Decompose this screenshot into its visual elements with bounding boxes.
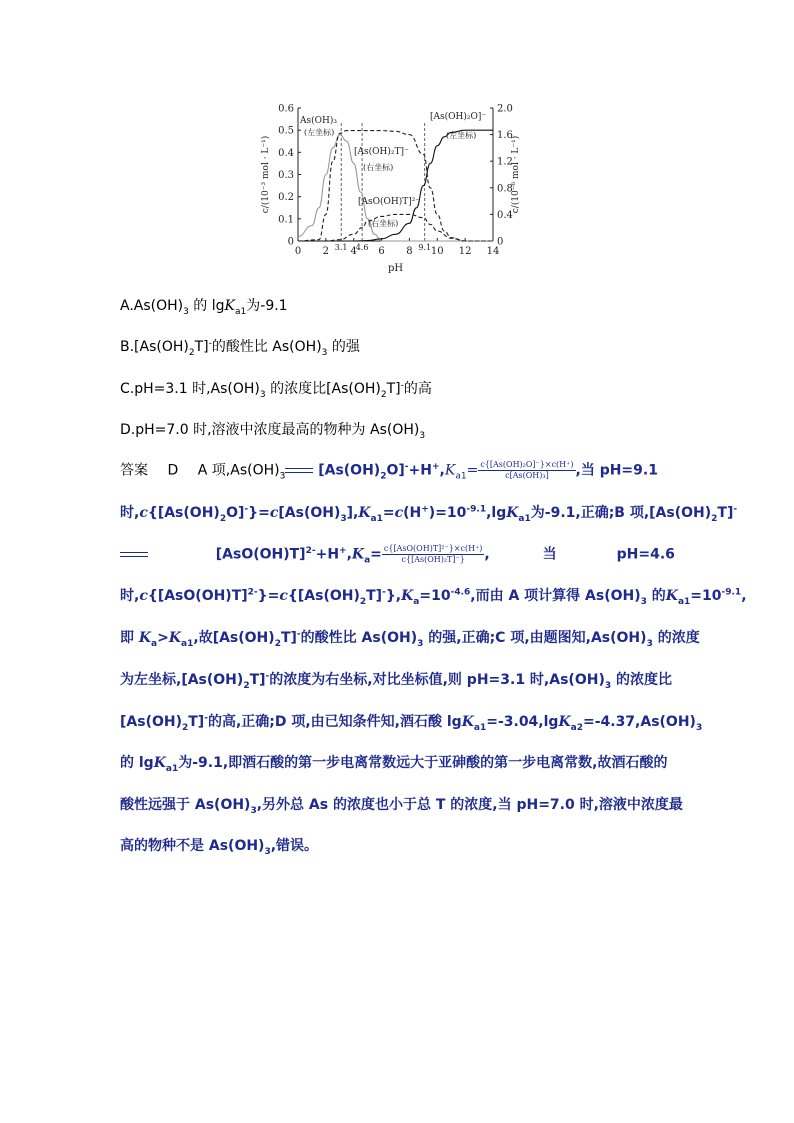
ka1-fraction: $\frac{\text{c\{[As(OH)₂O]⁻\}×c(H⁺)}}{\text{c[As(OH)₃]}}$ (480, 460, 574, 480)
x-tick-label: 12 (458, 246, 472, 257)
equilibrium-arrow-icon (120, 551, 148, 559)
answer-line-8: 的 lgK$_{a1}$为-9.1,即酒石酸的第一步电离常数远大于亚砷酸的第一步电离常数,故酒石酸的 (120, 755, 668, 774)
y-right-tick-label: 0.4 (497, 209, 513, 221)
answer-label: 答案 (120, 462, 148, 479)
label-asoh2t: [As(OH)₂T]⁻ (354, 147, 409, 157)
answer-choice: D (167, 462, 179, 479)
y-right-tick-label: 1.6 (497, 130, 513, 142)
answer-line-1: 答案 D A 项$,As(OH)_3$ $[As(OH)_2O]^-+H^+,K_{a1}=$ $\frac{\text{c\{[As(OH)₂O]⁻\}×c(H⁺)}}{\text{c[As(OH)₃]}}$ ,当 pH=9.1 (120, 460, 658, 482)
answer-line-4: 时$,c\{[AsO(OH)T]^{2-}\}=c\{[As(OH)_2T]^-\},K_a=10^{-4.6}$,而由 A 项计算得 $As(OH)_3$ 的$K_{a1}=10^{-9.1}$, (120, 587, 747, 607)
answer-line-10: 高的物种不是 $As(OH)_3$,错误。 (120, 838, 319, 857)
x-tick-label: 14 (486, 246, 500, 257)
y-left-tick-label: 0.6 (278, 103, 294, 115)
x-mark-label: 3.1 (334, 243, 348, 252)
label-asoh3-axis: (左坐标) (304, 128, 335, 137)
x-tick-label: 8 (406, 246, 413, 257)
ka-fraction: $\frac{\text{c\{[AsO(OH)T]²⁻\}×c(H⁺)}}{\text{c\{[As(OH)₂T]⁻\}}}$ (383, 544, 483, 564)
y-axis-left-label: c/(10⁻³ mol · L⁻¹) (261, 135, 271, 214)
y-left-tick-label: 0.4 (278, 147, 294, 159)
y-right-tick-label: 2.0 (497, 103, 513, 115)
option-d: D.pH=7.0 时,溶液中浓度最高的物种为 $As(OH)_3$ (120, 422, 426, 441)
y-right-tick-label: 1.2 (497, 156, 513, 168)
answer-line-3: $[AsO(OH)T]^{2-}+H^+,K_a=$ $\frac{\text{c\{[AsO(OH)T]²⁻\}×c(H⁺)}}{\text{c\{[As(OH)₂T]⁻\}}}$ , 当 pH=4.6 (120, 544, 675, 565)
x-tick-label: 10 (430, 246, 444, 257)
x-tick-label: 0 (294, 246, 302, 257)
answer-line-7: $[As(OH)_2T]^-$的高,正确;D 项,由已知条件知,酒石酸 $\lg K_{a1}=-3.04,\lg K_{a2}=-4.37,As(OH)_3$ (120, 713, 703, 733)
label-asooht-axis: (右坐标) (368, 219, 399, 228)
x-tick-label: 2 (322, 246, 330, 257)
x-axis-label: pH (387, 263, 404, 274)
x-tick-label: 6 (378, 246, 385, 257)
y-left-tick-label: 0 (287, 236, 294, 248)
species-distribution-chart (258, 98, 522, 280)
chart-axes (260, 104, 521, 275)
y-axis-right-label: c/(10⁻⁶ mol · L⁻¹) (511, 135, 521, 214)
y-left-tick-label: 0.3 (278, 170, 294, 181)
y-left-tick-label: 0.2 (278, 192, 294, 204)
y-left-tick-label: 0.5 (278, 125, 294, 137)
answer-line-5: 即 $K_a>K_{a1}$,故$[As(OH)_2T]^-$的酸性比 $As(OH)_3$ 的强,正确;C 项,由题图知$,As(OH)_3$ 的浓度 (120, 629, 700, 649)
label-asoh3: As(OH)₃ (300, 116, 337, 126)
option-b: $B.[As(OH)_2T]^-$的酸性比 $As(OH)_3$ 的强 (120, 338, 360, 358)
y-right-tick-label: 0.8 (497, 183, 513, 195)
label-asooht: [AsO(OH)T]²⁻ (358, 197, 421, 207)
equilibrium-arrow-icon (285, 467, 313, 475)
answer-line-2: 时$,c\{[As(OH)_2O]^-\}=c[As(OH)_3],K_{a1}=c(H^+)=10^{-9.1},\lg K_{a1}$为-9.1,正确;B 项$,[As(OH)_2T]^-$ (120, 504, 738, 524)
y-right-tick-label: 0 (497, 236, 504, 248)
answer-line-9: 酸性远强于 $As(OH)_3$,另外总 As 的浓度也小于总 T 的浓度,当 pH=7.0 时,溶液中浓度最 (120, 797, 683, 816)
answer-line-6: 为左坐标$,[As(OH)_2T]^-$的浓度为右坐标,对比坐标值,则 pH=3.1 时$,As(OH)_3$ 的浓度比 (120, 671, 672, 691)
x-mark-label: 9.1 (418, 243, 432, 252)
x-tick-label: 4 (350, 246, 357, 257)
option-a: $A.As(OH)_3$ 的 lgK$_{a1}$为-9.1 (120, 298, 288, 317)
x-mark-label: 4.6 (355, 243, 369, 252)
option-c: C.pH=3.1 时$,As(OH)_3$ 的浓度比$[As(OH)_2T]^-$的高 (120, 380, 432, 400)
y-left-tick-label: 0.1 (278, 214, 294, 226)
label-asoh2o: [As(OH)₂O]⁻ (430, 112, 487, 122)
label-asoh2o-axis: (左坐标) (446, 131, 477, 140)
label-asoh2t-axis: (右坐标) (363, 163, 394, 172)
